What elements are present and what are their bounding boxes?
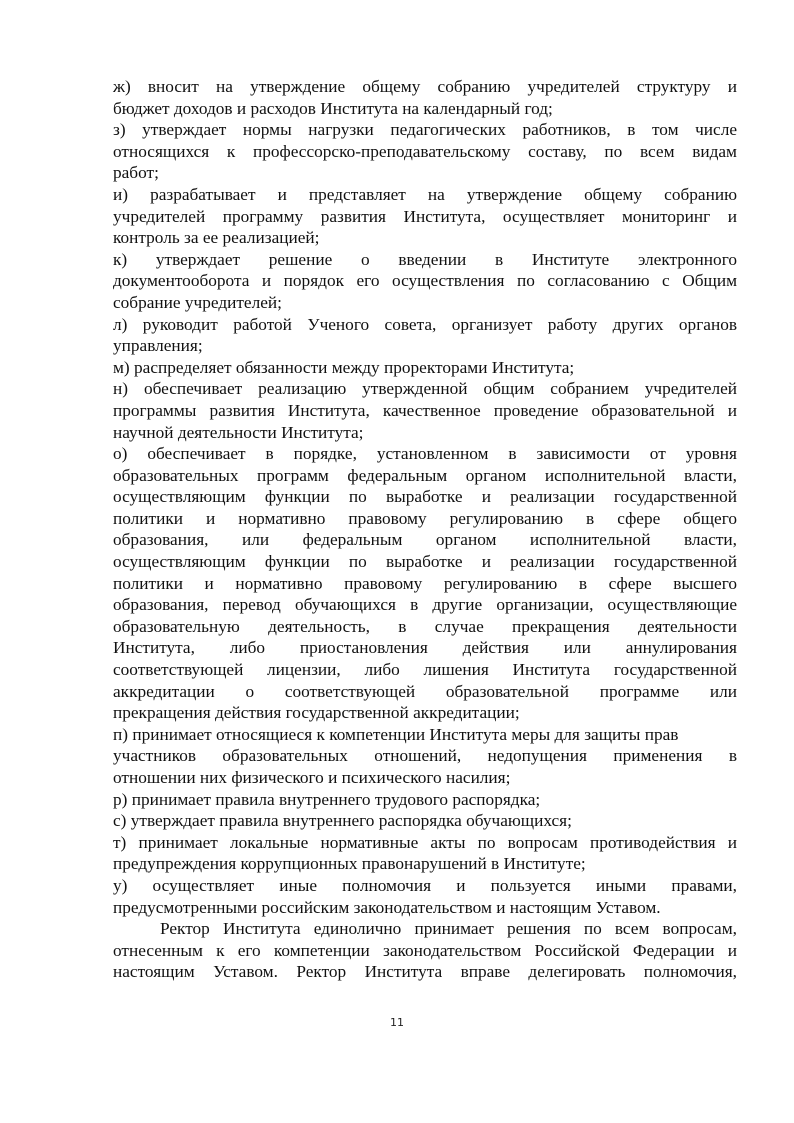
text-line: к) утверждает решение о введении в Институте электронного	[113, 249, 737, 269]
text-line: т) принимает локальные нормативные акты по вопросам противодействия и	[113, 832, 737, 852]
text-line: п) принимает относящиеся к компетенции Института меры для защиты прав	[113, 724, 679, 744]
text-line: настоящим Уставом. Ректор Института вправе делегировать полномочия,	[113, 962, 737, 982]
text-line: м) распределяет обязанности между проректорами Института;	[113, 357, 575, 377]
text-line: работ;	[113, 163, 159, 183]
text-line: с) утверждает правила внутреннего распорядка обучающихся;	[113, 811, 572, 831]
page-number: 11	[390, 1016, 404, 1029]
text-line: программы развития Института, качественное проведение образовательной и	[113, 400, 737, 420]
text-line: отношении них физического и психического насилия;	[113, 768, 511, 787]
text-line: предусмотренными российским законодательством и настоящим Уставом.	[113, 897, 661, 917]
text-line: относящихся к профессорско-преподавательскому составу, по всем видам	[113, 141, 737, 161]
text-line: прекращения действия государственной аккредитации;	[113, 703, 520, 723]
text-line: учредителей программу развития Института, осуществляет мониторинг и	[113, 206, 737, 226]
text-line: осуществляющим функции по выработке и реализации государственной	[113, 552, 737, 572]
text-line: ж) вносит на утверждение общему собранию учредителей структуру и	[113, 77, 737, 96]
text-line: соответствующей лицензии, либо лишения Института государственной	[113, 660, 737, 680]
text-line: Института, либо приостановления действия или аннулирования	[113, 638, 737, 658]
text-line: политики и нормативно правовому регулированию в сфере общего	[113, 508, 737, 528]
text-line: о) обеспечивает в порядке, установленном в зависимости от уровня	[113, 444, 737, 464]
text-line: осуществляющим функции по выработке и реализации государственной	[113, 487, 737, 507]
text-line: образовательную деятельность, в случае прекращения деятельности	[113, 616, 737, 636]
text-line: участников образовательных отношений, недопущения применения в	[113, 746, 737, 766]
text-line: научной деятельности Института;	[113, 422, 364, 442]
text-line: бюджет доходов и расходов Института на календарный год;	[113, 98, 553, 118]
text-line: образовательных программ федеральным органом исполнительной власти,	[113, 465, 737, 485]
text-line: у) осуществляет иные полномочия и пользуется иными правами,	[113, 875, 737, 895]
text-line: контроль за ее реализацией;	[113, 228, 320, 248]
text-line: управления;	[113, 336, 203, 356]
text-line: н) обеспечивает реализацию утвержденной общим собранием учредителей	[113, 379, 737, 399]
text-line: л) руководит работой Ученого совета, организует работу других органов	[113, 314, 737, 334]
text-line: собрание учредителей;	[113, 292, 282, 312]
text-line: Ректор Института единолично принимает решения по всем вопросам,	[160, 919, 737, 939]
text-line: предупреждения коррупционных правонарушений в Институте;	[113, 854, 586, 874]
text-line: и) разрабатывает и представляет на утверждение общему собранию	[113, 184, 737, 204]
text-line: отнесенным к его компетенции законодательством Российской Федерации и	[113, 940, 737, 960]
text-line: образования, перевод обучающихся в другие организации, осуществляющие	[113, 595, 737, 615]
text-line: образования, или федеральным органом исполнительной власти,	[113, 530, 737, 550]
text-line: документооборота и порядок его осуществления по согласованию с Общим	[113, 271, 737, 291]
text-line: политики и нормативно правовому регулированию в сфере высшего	[113, 573, 737, 593]
text-line: з) утверждает нормы нагрузки педагогических работников, в том числе	[113, 120, 737, 140]
text-line: р) принимает правила внутреннего трудового распорядка;	[113, 789, 541, 809]
body-text	[113, 76, 737, 983]
text-line: аккредитации о соответствующей образовательной программе или	[113, 681, 737, 701]
